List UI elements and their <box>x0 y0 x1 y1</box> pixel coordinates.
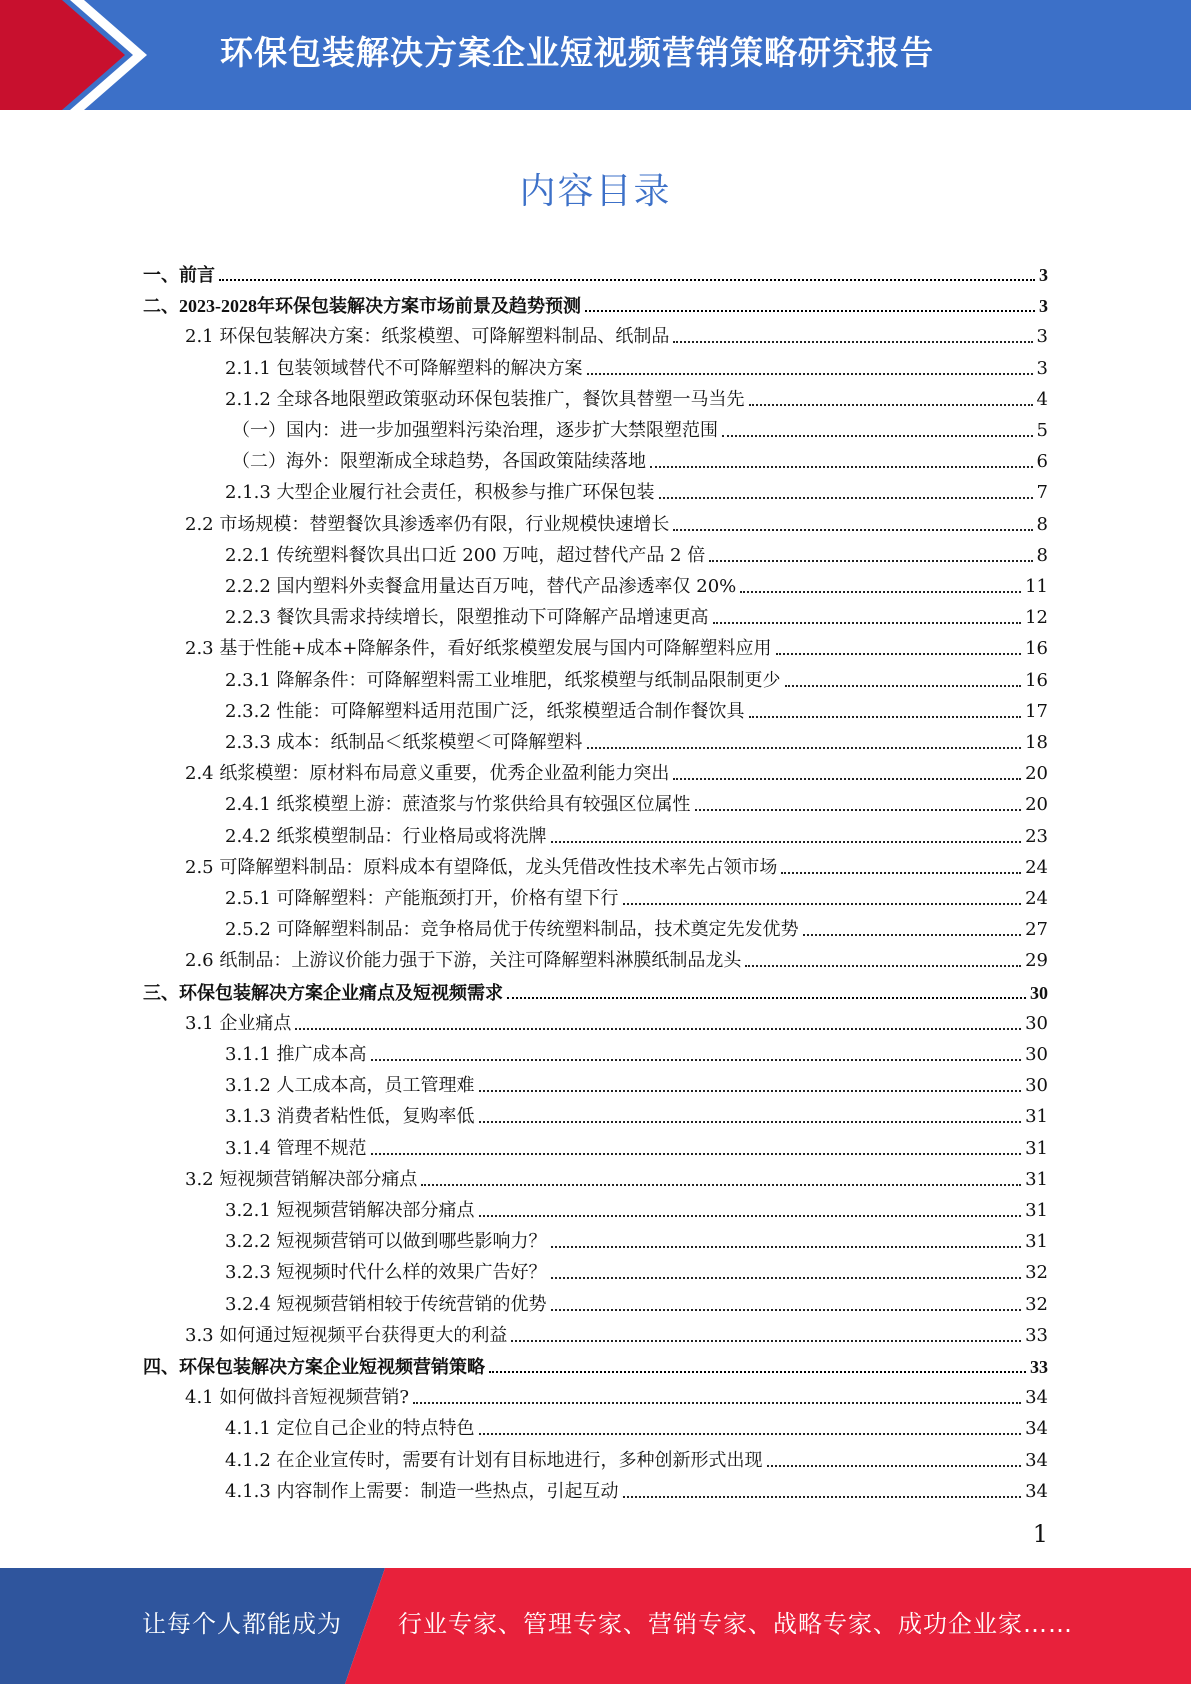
toc-dot-leader <box>585 310 1035 312</box>
toc-heading: 内容目录 <box>519 171 672 212</box>
toc-dot-leader <box>623 1496 1022 1498</box>
toc-entry[interactable] <box>225 598 1048 629</box>
toc-entry-page: 3 <box>1039 265 1048 285</box>
toc-entry[interactable] <box>225 692 1048 723</box>
toc-dot-leader <box>749 404 1033 406</box>
toc-entry-label: 2.2.1 传统塑料餐饮具出口近 200 万吨，超过替代产品 2 倍 <box>225 544 706 566</box>
toc-entry-page: 20 <box>1025 794 1048 816</box>
toc-dot-leader <box>479 1215 1022 1217</box>
toc-entry-page: 32 <box>1025 1262 1048 1284</box>
toc-dot-leader <box>587 373 1033 375</box>
toc-entry-page: 6 <box>1036 451 1048 473</box>
toc-dot-leader <box>785 685 1022 687</box>
toc-entry-label: 2.2 市场规模：替塑餐饮具渗透率仍有限，行业规模快速增长 <box>185 513 670 535</box>
toc-dot-leader <box>295 1028 1021 1030</box>
toc-entry-page: 11 <box>1025 576 1048 597</box>
toc-entry[interactable] <box>225 661 1048 692</box>
page-number: 1 <box>1032 1520 1048 1548</box>
toc-dot-leader <box>623 903 1022 905</box>
toc-entry-page: 29 <box>1025 950 1048 972</box>
toc-dot-leader <box>740 591 1021 593</box>
toc-entry-label: 2.5.2 可降解塑料制品：竞争格局优于传统塑料制品，技术奠定先发优势 <box>225 919 799 941</box>
toc-dot-leader <box>371 1059 1022 1061</box>
toc-dot-leader <box>479 1090 1022 1092</box>
toc-dot-leader <box>551 1309 1022 1311</box>
toc-entry-page: 18 <box>1025 732 1048 753</box>
toc-dot-leader <box>551 1277 1022 1279</box>
toc-entry-label: 3.2.1 短视频营销解决部分痛点 <box>225 1200 475 1221</box>
toc-entry[interactable] <box>225 723 1048 754</box>
toc-entry-label: 一、前言 <box>143 265 215 285</box>
toc-entry-label: 2.4.1 纸浆模塑上游：蔗渣浆与竹浆供给具有较强区位属性 <box>225 794 691 816</box>
toc-entry-page: 8 <box>1036 544 1048 566</box>
toc-entry[interactable] <box>143 1347 1048 1378</box>
toc-entry-page: 16 <box>1025 669 1048 691</box>
toc-entry[interactable] <box>225 1035 1048 1066</box>
toc-entry[interactable] <box>185 754 1048 785</box>
toc-dot-leader <box>673 529 1032 531</box>
toc-entry-page: 7 <box>1036 482 1048 504</box>
toc-entry[interactable] <box>143 286 1048 317</box>
header-chevron-decoration <box>0 0 160 110</box>
toc-dot-leader <box>781 872 1021 874</box>
toc-entry-label: 四、环保包装解决方案企业短视频营销策略 <box>143 1357 485 1377</box>
toc-entry[interactable] <box>225 536 1048 567</box>
toc-entry-label: 4.1.2 在企业宣传时，需要有计划有目标地进行，多种创新形式出现 <box>225 1449 763 1471</box>
toc-dot-leader <box>650 466 1033 468</box>
toc-dot-leader <box>587 747 1022 749</box>
toc-entry[interactable] <box>232 442 1048 473</box>
toc-entry-label: 2.1.3 大型企业履行社会责任，积极参与推广环保包装 <box>225 482 655 504</box>
toc-dot-leader <box>659 497 1033 499</box>
toc-dot-leader <box>709 560 1032 562</box>
toc-entry-label: 2.6 纸制品：上游议价能力强于下游，关注可降解塑料淋膜纸制品龙头 <box>185 950 742 972</box>
toc-entry[interactable] <box>225 1066 1048 1097</box>
toc-entry-label: 2.1.2 全球各地限塑政策驱动环保包装推广，餐饮具替塑一马当先 <box>225 388 745 410</box>
toc-entry-page: 24 <box>1025 888 1048 909</box>
toc-dot-leader <box>749 716 1022 718</box>
toc-dot-leader <box>713 622 1022 624</box>
toc-entry-page: 30 <box>1025 1012 1048 1034</box>
toc-entry[interactable] <box>225 1409 1048 1440</box>
toc-dot-leader <box>722 435 1033 437</box>
toc-entry[interactable] <box>225 380 1048 411</box>
toc-entry[interactable] <box>225 349 1048 380</box>
toc-dot-leader <box>767 1465 1022 1467</box>
toc-entry[interactable] <box>225 1222 1048 1253</box>
toc-dot-leader <box>673 778 1021 780</box>
toc-entry-label: 4.1.1 定位自己企业的特点特色 <box>225 1418 475 1440</box>
toc-entry-label: 3.1.1 推广成本高 <box>225 1044 367 1065</box>
toc-entry-label: 3.1.3 消费者粘性低，复购率低 <box>225 1106 475 1128</box>
toc-entry[interactable] <box>185 629 1048 660</box>
toc-entry-label: 2.4 纸浆模塑：原材料布局意义重要，优秀企业盈利能力突出 <box>185 763 670 785</box>
toc-entry-page: 31 <box>1025 1168 1048 1190</box>
toc-entry-label: 4.1.3 内容制作上需要：制造一些热点，引起互动 <box>225 1480 619 1502</box>
toc-entry-label: 二、2023-2028年环保包装解决方案市场前景及趋势预测 <box>143 296 581 317</box>
toc-entry-page: 3 <box>1036 326 1048 348</box>
toc-entry-page: 32 <box>1025 1293 1048 1315</box>
toc-entry[interactable] <box>225 1097 1048 1128</box>
toc-entry-page: 34 <box>1025 1480 1048 1502</box>
toc-entry-page: 12 <box>1025 607 1048 629</box>
toc-entry-label: （一）国内：进一步加强塑料污染治理，逐步扩大禁限塑范围 <box>232 420 718 441</box>
toc-entry-page: 34 <box>1025 1418 1048 1440</box>
toc-entry[interactable] <box>225 1472 1048 1503</box>
toc-dot-leader <box>695 809 1022 811</box>
toc-entry-label: 3.2.2 短视频营销可以做到哪些影响力？ <box>225 1231 547 1253</box>
toc-entry-label: 2.4.2 纸浆模塑制品：行业格局或将洗牌 <box>225 825 547 847</box>
toc-entry-page: 30 <box>1030 982 1048 1003</box>
toc-entry[interactable] <box>185 317 1048 348</box>
toc-entry[interactable] <box>225 879 1048 910</box>
toc-dot-leader <box>803 934 1022 936</box>
toc-entry-page: 23 <box>1025 825 1048 847</box>
page-footer <box>0 1568 1191 1684</box>
toc-entry[interactable] <box>225 817 1048 848</box>
toc-dot-leader <box>371 1153 1022 1155</box>
toc-entry-page: 33 <box>1025 1324 1048 1346</box>
toc-entry-label: 3.1.2 人工成本高，员工管理难 <box>225 1075 475 1097</box>
toc-entry-page: 30 <box>1025 1044 1048 1065</box>
toc-entry-page: 27 <box>1025 919 1048 941</box>
toc-entry-label: 3.2.4 短视频营销相较于传统营销的优势 <box>225 1293 547 1315</box>
toc-dot-leader <box>489 1371 1026 1373</box>
toc-dot-leader <box>219 279 1035 281</box>
toc-entry-page: 31 <box>1025 1231 1048 1253</box>
toc-entry-label: 2.1 环保包装解决方案：纸浆模塑、可降解塑料制品、纸制品 <box>185 326 670 348</box>
toc-entry[interactable] <box>185 848 1048 879</box>
toc-entry[interactable] <box>185 505 1048 536</box>
toc-entry-page: 16 <box>1025 638 1048 660</box>
toc-entry[interactable] <box>225 910 1048 941</box>
toc-entry-page: 31 <box>1025 1137 1048 1159</box>
toc-entry-label: 3.2 短视频营销解决部分痛点 <box>185 1168 418 1190</box>
page-header <box>0 0 1191 110</box>
toc-entry-page: 34 <box>1025 1387 1048 1409</box>
toc-entry-label: 2.5 可降解塑料制品：原料成本有望降低，龙头凭借改性技术率先占领市场 <box>185 856 778 878</box>
toc-entry-label: 4.1 如何做抖音短视频营销? <box>185 1387 409 1409</box>
toc-entry-page: 17 <box>1025 700 1048 722</box>
toc-entry[interactable] <box>225 567 1048 598</box>
toc-entry[interactable] <box>225 1191 1048 1222</box>
toc-dot-leader <box>745 965 1021 967</box>
toc-entry-label: 三、环保包装解决方案企业痛点及短视频需求 <box>143 982 503 1003</box>
toc-entry[interactable] <box>185 941 1048 972</box>
toc-entry-label: 2.2.2 国内塑料外卖餐盒用量达百万吨，替代产品渗透率仅 20% <box>225 576 737 597</box>
toc-entry-label: 3.1 企业痛点 <box>185 1012 292 1034</box>
toc-entry-label: 2.3.3 成本：纸制品＜纸浆模塑＜可降解塑料 <box>225 732 583 753</box>
toc-dot-leader <box>479 1121 1022 1123</box>
toc-entry-page: 24 <box>1025 856 1048 878</box>
footer-slogan-right: 行业专家、管理专家、营销专家、战略专家、成功企业家…… <box>398 1610 1073 1638</box>
toc-entry[interactable] <box>225 785 1048 816</box>
toc-entry-page: 3 <box>1036 357 1048 379</box>
toc-entry-label: 3.3 如何通过短视频平台获得更大的利益 <box>185 1324 508 1346</box>
toc-entry[interactable] <box>232 411 1048 442</box>
toc-entry[interactable] <box>143 255 1048 286</box>
toc-entry[interactable] <box>185 1160 1048 1191</box>
toc-dot-leader <box>511 1340 1021 1342</box>
toc-dot-leader <box>673 341 1032 343</box>
toc-entry-page: 5 <box>1036 420 1048 441</box>
toc-entry-label: 2.3.1 降解条件：可降解塑料需工业堆肥，纸浆模塑与纸制品限制更少 <box>225 669 781 691</box>
toc-entry-label: 3.2.3 短视频时代什么样的效果广告好？ <box>225 1262 547 1284</box>
toc-entry-page: 31 <box>1025 1106 1048 1128</box>
toc-dot-leader <box>507 997 1026 999</box>
toc-entry[interactable] <box>225 1285 1048 1316</box>
toc-entry-page: 34 <box>1025 1449 1048 1471</box>
toc-entry-label: 2.5.1 可降解塑料：产能瓶颈打开，价格有望下行 <box>225 888 619 909</box>
toc-entry-label: 2.3 基于性能+成本+降解条件，看好纸浆模塑发展与国内可降解塑料应用 <box>185 638 772 660</box>
toc-entry[interactable] <box>225 1253 1048 1284</box>
toc-entry-page: 33 <box>1030 1357 1048 1377</box>
toc-dot-leader <box>413 1402 1021 1404</box>
toc-entry-label: 3.1.4 管理不规范 <box>225 1137 367 1159</box>
toc-entry-page: 3 <box>1039 296 1048 317</box>
toc-entry-page: 4 <box>1036 388 1048 410</box>
toc-entry[interactable] <box>225 1129 1048 1160</box>
toc-entry-label: （二）海外：限塑渐成全球趋势，各国政策陆续落地 <box>232 451 646 473</box>
toc-dot-leader <box>421 1184 1021 1186</box>
toc-entry-label: 2.1.1 包装领域替代不可降解塑料的解决方案 <box>225 357 583 379</box>
toc-dot-leader <box>551 841 1022 843</box>
toc-entry-page: 31 <box>1025 1200 1048 1221</box>
toc-entry-label: 2.3.2 性能：可降解塑料适用范围广泛，纸浆模塑适合制作餐饮具 <box>225 700 745 722</box>
toc-dot-leader <box>551 1246 1022 1248</box>
toc-entry[interactable] <box>225 1441 1048 1472</box>
footer-slogan-left: 让每个人都能成为 <box>142 1610 342 1638</box>
toc-entry-label: 2.2.3 餐饮具需求持续增长，限塑推动下可降解产品增速更高 <box>225 607 709 629</box>
toc-entry[interactable] <box>143 973 1048 1004</box>
toc-entry-page: 8 <box>1036 513 1048 535</box>
toc-entry[interactable] <box>185 1004 1048 1035</box>
toc-dot-leader <box>479 1433 1022 1435</box>
toc-dot-leader <box>776 653 1022 655</box>
toc-entry[interactable] <box>185 1316 1048 1347</box>
toc-entry[interactable] <box>185 1378 1048 1409</box>
report-title: 环保包装解决方案企业短视频营销策略研究报告 <box>220 33 934 72</box>
toc-entry[interactable] <box>225 473 1048 504</box>
toc-entry-page: 30 <box>1025 1075 1048 1097</box>
toc-entry-page: 20 <box>1025 763 1048 785</box>
